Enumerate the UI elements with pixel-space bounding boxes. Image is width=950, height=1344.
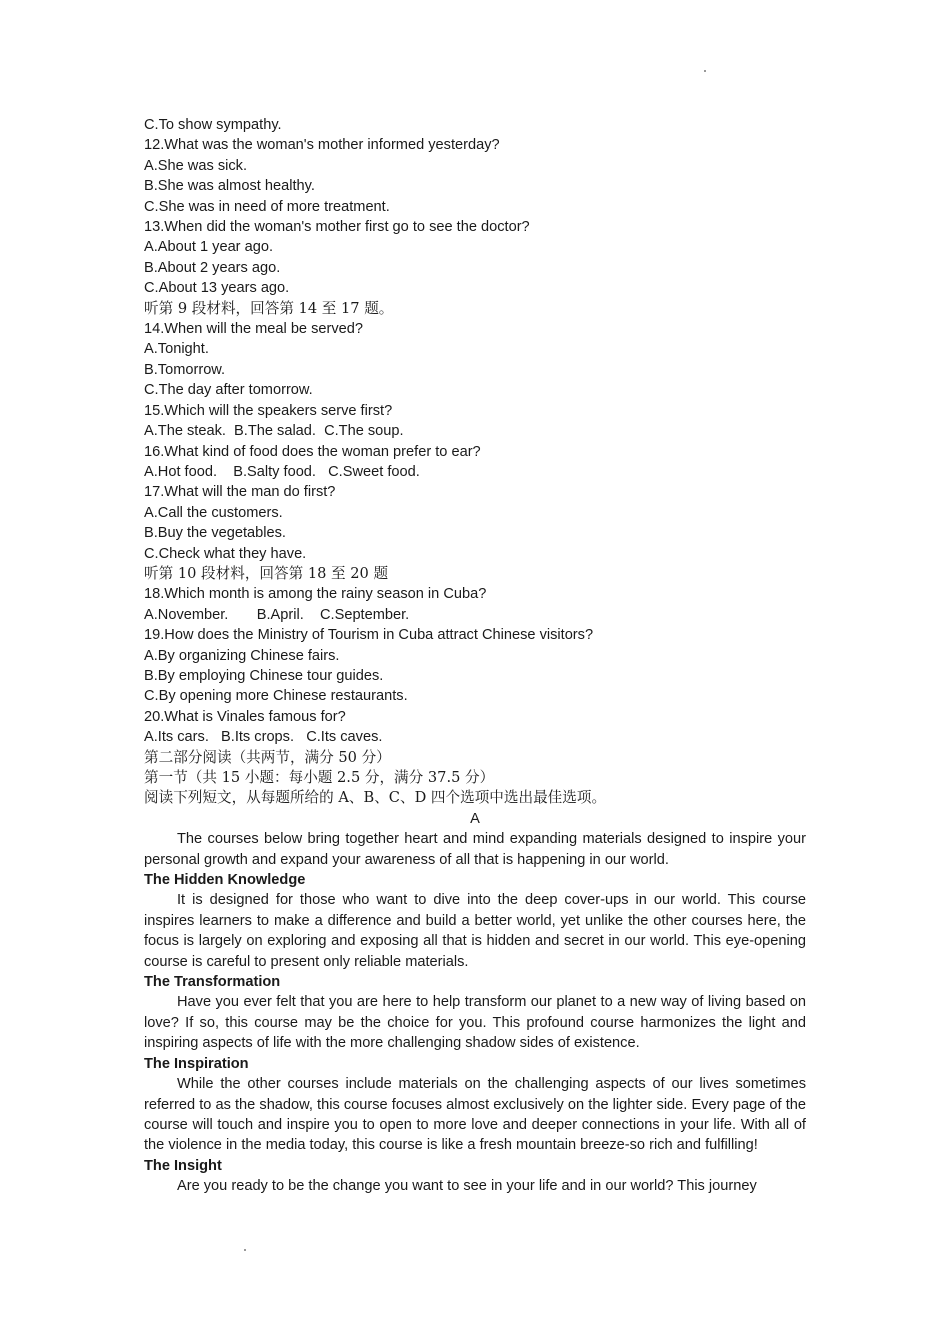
option-line: A.Hot food. B.Salty food. C.Sweet food. <box>144 463 420 480</box>
option-line: C.By opening more Chinese restaurants. <box>144 688 408 705</box>
course-description: Have you ever felt that you are here to help transform our planet to a new way of living based on love? If so, this course may be the choice for you. This profound course harmonizes the light and inspiring aspects of life with the more challenging shadow sides of existence. <box>144 994 806 1052</box>
question-14: 14.When will the meal be served? <box>144 321 364 338</box>
option-line: A.November. B.April. C.September. <box>144 606 410 623</box>
option-line: A.The steak. B.The salad. C.The soup. <box>144 423 404 440</box>
scan-mark-bottom <box>244 1249 246 1251</box>
option-line: C.Check what they have. <box>144 545 307 562</box>
reading-instruction: 阅读下列短文，从每题所给的 A、B、C、D 四个选项中选出最佳选项。 <box>144 789 607 807</box>
section-instruction: 听第 10 段材料，回答第 18 至 20 题 <box>144 564 389 582</box>
option-line: B.By employing Chinese tour guides. <box>144 667 384 684</box>
course-description: It is designed for those who want to dive into the deep cover-ups in our world. This course inspires learners to make a difference and build a better world, yet unlike the other courses here, the focus is largely on exploring and exposing all that is hidden and secret in our world. This eye-opening course is careful to present only reliable materials. <box>144 892 806 970</box>
option-line: A.She was sick. <box>144 157 248 174</box>
option-line: A.Tonight. <box>144 341 209 358</box>
option-line: A.Its cars. B.Its crops. C.Its caves. <box>144 729 383 746</box>
option-line: C.She was in need of more treatment. <box>144 198 390 215</box>
course-heading: The Inspiration <box>144 1055 249 1072</box>
question-12: 12.What was the woman's mother informed yesterday? <box>144 137 500 154</box>
question-15: 15.Which will the speakers serve first? <box>144 402 393 419</box>
course-description: While the other courses include materials on the challenging aspects of our lives sometimes referred to as the shadow, this course focuses almost exclusively on the lighter side. Every page of the course will touch and inspire you to open to more love and deeper connections in your life. With all of the violence in the media today, this course is like a fresh mountain breeze-so rich and fulfilling! <box>144 1076 806 1154</box>
option-line: A.About 1 year ago. <box>144 239 273 256</box>
passage-intro: The courses below bring together heart and mind expanding materials designed to inspire your personal growth and expand your awareness of all that is happening in our world. <box>144 831 806 868</box>
option-line: C.The day after tomorrow. <box>144 382 313 399</box>
option-line: B.Buy the vegetables. <box>144 525 286 542</box>
course-heading: The Hidden Knowledge <box>144 872 306 889</box>
course-heading: The Insight <box>144 1157 222 1174</box>
passage-label: A <box>470 810 480 827</box>
option-line: B.About 2 years ago. <box>144 259 281 276</box>
option-line: B.She was almost healthy. <box>144 178 315 195</box>
text-line: C.To show sympathy. <box>144 117 282 133</box>
question-17: 17.What will the man do first? <box>144 484 336 501</box>
section-heading: 第一节（共 15 小题：每小题 2.5 分，满分 37.5 分） <box>144 769 495 786</box>
option-line: C.About 13 years ago. <box>144 280 290 297</box>
question-19: 19.How does the Ministry of Tourism in Cuba attract Chinese visitors? <box>144 627 594 644</box>
option-line: A.By organizing Chinese fairs. <box>144 647 340 664</box>
section-instruction: 听第 9 段材料，回答第 14 至 17 题。 <box>144 299 394 317</box>
option-line: A.Call the customers. <box>144 504 283 521</box>
question-20: 20.What is Vinales famous for? <box>144 708 346 725</box>
scan-mark-top <box>704 70 706 72</box>
question-list <box>144 115 806 809</box>
question-16: 16.What kind of food does the woman prefer to ear? <box>144 443 481 460</box>
question-18: 18.Which month is among the rainy season in Cuba? <box>144 586 487 603</box>
document-page <box>144 115 806 1197</box>
option-line: B.Tomorrow. <box>144 361 226 378</box>
reading-passage <box>144 809 806 1197</box>
question-13: 13.When did the woman's mother first go to see the doctor? <box>144 219 530 236</box>
part-heading: 第二部分阅读（共两节，满分 50 分） <box>144 748 391 766</box>
course-description: Are you ready to be the change you want to see in your life and in our world? This journey <box>177 1178 757 1195</box>
course-heading: The Transformation <box>144 974 281 991</box>
